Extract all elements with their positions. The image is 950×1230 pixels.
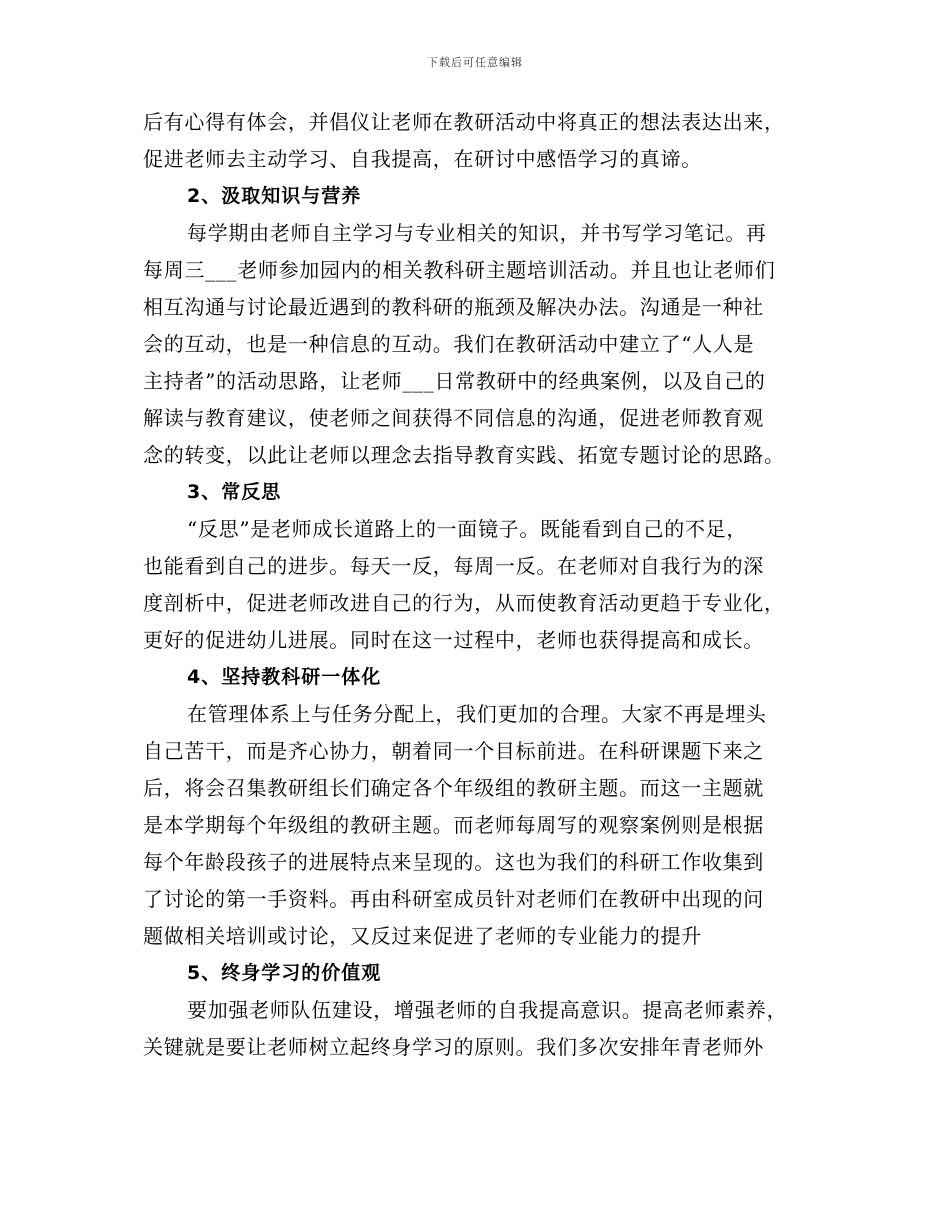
body-line: 了讨论的第一手资料。再由科研室成员针对老师们在教研中出现的问 <box>143 887 764 911</box>
body-line: 相互沟通与讨论最近遇到的教科研的瓶颈及解决办法。沟通是一种社 <box>143 295 764 319</box>
page-header-note: 下载后可任意编辑 <box>427 56 523 69</box>
body-line: 题做相关培训或讨论，又反过来促进了老师的专业能力的提升 <box>143 924 702 948</box>
body-line: 要加强老师队伍建设，增强老师的自我提高意识。提高老师素养， <box>187 998 788 1022</box>
body-line: 度剖析中，促进老师改进自己的行为，从而使教育活动更趋于专业化， <box>143 591 785 615</box>
section-heading-2: 2、汲取知识与营养 <box>187 185 362 207</box>
body-line: 关键就是要让老师树立起终身学习的原则。我们多次安排年青老师外 <box>143 1035 764 1059</box>
body-line: 是本学期每个年级组的教研主题。而老师每周写的观察案例则是根据 <box>143 813 764 837</box>
body-line: 每学期由老师自主学习与专业相关的知识，并书写学习笔记。再 <box>187 221 767 245</box>
body-line: 更好的促进幼儿进展。同时在这一过程中，老师也获得提高和成长。 <box>143 628 764 652</box>
body-line: 后有心得有体会，并倡仪让老师在教研活动中将真正的想法表达出来， <box>143 110 785 134</box>
section-heading-5: 5、终身学习的价值观 <box>187 962 382 984</box>
body-line: 自己苦干，而是齐心协力，朝着同一个目标前进。在科研课题下来之 <box>143 739 764 763</box>
body-line: “反思”是老师成长道路上的一面镜子。既能看到自己的不足， <box>187 517 748 541</box>
body-line: 促进老师去主动学习、自我提高，在研讨中感悟学习的真谛。 <box>143 147 702 171</box>
body-line: 每周三___老师参加园内的相关教科研主题培训活动。并且也让老师们 <box>143 258 776 282</box>
body-line: 在管理体系上与任务分配上，我们更加的合理。大家不再是埋头 <box>187 702 767 726</box>
body-line: 后，将会召集教研组长们确定各个年级组的教研主题。而这一主题就 <box>143 776 764 800</box>
section-heading-3: 3、常反思 <box>187 481 282 503</box>
body-line: 每个年龄段孩子的进展特点来呈现的。这也为我们的科研工作收集到 <box>143 850 764 874</box>
body-line: 会的互动，也是一种信息的互动。我们在教研活动中建立了“人人是 <box>143 332 755 356</box>
body-line: 主持者”的活动思路，让老师___日常教研中的经典案例，以及自己的 <box>143 369 766 393</box>
body-line: 念的转变，以此让老师以理念去指导教育实践、拓宽专题讨论的思路。 <box>143 443 785 467</box>
body-line: 解读与教育建议，使老师之间获得不同信息的沟通，促进老师教育观 <box>143 406 764 430</box>
body-line: 也能看到自己的进步。每天一反，每周一反。在老师对自我行为的深 <box>143 554 764 578</box>
section-heading-4: 4、坚持教科研一体化 <box>187 666 382 688</box>
document-body <box>143 104 831 1066</box>
